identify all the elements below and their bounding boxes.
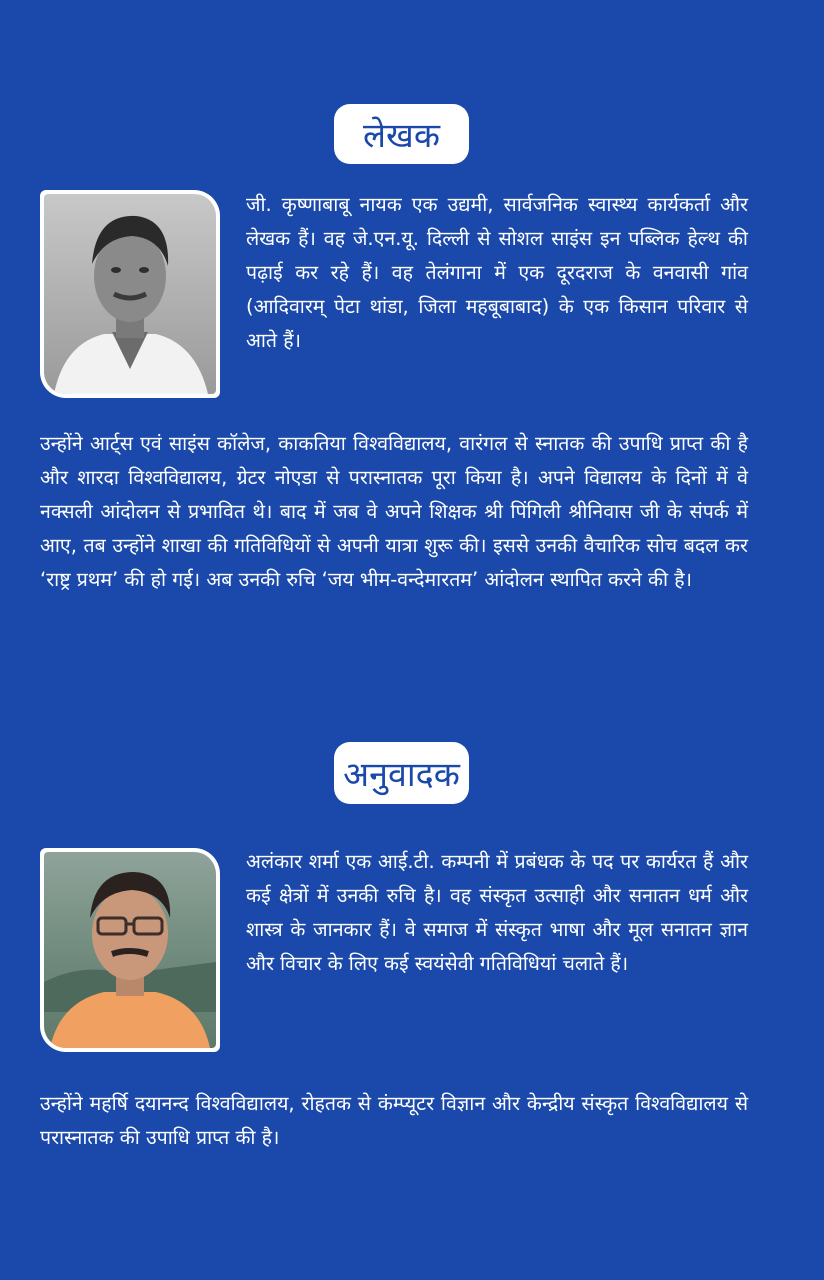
- translator-bio-text: अलंकार शर्मा एक आई.टी. कम्पनी में प्रबंधक के पद पर कार्यरत हैं और कई क्षेत्रों में उनकी रुचि है। वह संस्कृत उत्साही और सनातन धर्म और शास्त्र के जानकार हैं। वे समाज में संस्कृत भाषा और मूल सनातन ज्ञान और विचार के लिए कई स्वयंसेवी गतिविधियां चलाते हैं।: [246, 850, 748, 975]
- translator-education-text: उन्होंने महर्षि दयानन्द विश्वविद्यालय, रोहतक से कंम्प्यूटर विज्ञान और केन्द्रीय संस्कृत विश्वविद्यालय से परास्नातक की उपाधि प्राप्त की है।: [40, 1092, 748, 1149]
- author-heading: लेखक: [363, 116, 440, 156]
- author-bio-text: जी. कृष्णाबाबू नायक एक उद्यमी, सार्वजनिक स्वास्थ्य कार्यकर्ता और लेखक हैं। वह जे.एन.यू. दिल्ली से सोशल साइंस इन पब्लिक हेल्थ की पढ़ाई कर रहे हैं। वह तेलंगाना में एक दूरदराज के वनवासी गांव (आदिवारम् पेटा थांडा, जिला महबूबाबाद) के एक किसान परिवार से आते हैं।: [246, 193, 748, 352]
- translator-heading-badge: [334, 742, 469, 804]
- translator-portrait-image: [44, 852, 216, 1048]
- author-education-text: उन्होंने आर्ट्स एवं साइंस कॉलेज, काकतिया विश्वविद्यालय, वारंगल से स्नातक की उपाधि प्राप्त की है और शारदा विश्वविद्यालय, ग्रेटर नोएडा से परास्नातक पूरा किया है। अपने विद्यालय के दिनों में वे नक्सली आंदोलन से प्रभावित थे। बाद में जब वे अपने शिक्षक श्री पिंगिली श्रीनिवास जी के संपर्क में आए, तब उन्होंने शाखा की गतिविधियों से अपनी यात्रा शुरू की। इससे उनकी वैचारिक सोच बदल कर ‘राष्ट्र प्रथम’ की हो गई। अब उनकी रुचि ‘जय भीम-वन्देमारतम’ आंदोलन स्थापित करने की है।: [40, 432, 748, 591]
- author-heading-badge: [334, 104, 469, 164]
- author-portrait-image: [44, 194, 216, 394]
- author-photo: [40, 190, 220, 398]
- translator-heading: अनुवादक: [343, 755, 460, 795]
- translator-photo: [40, 848, 220, 1052]
